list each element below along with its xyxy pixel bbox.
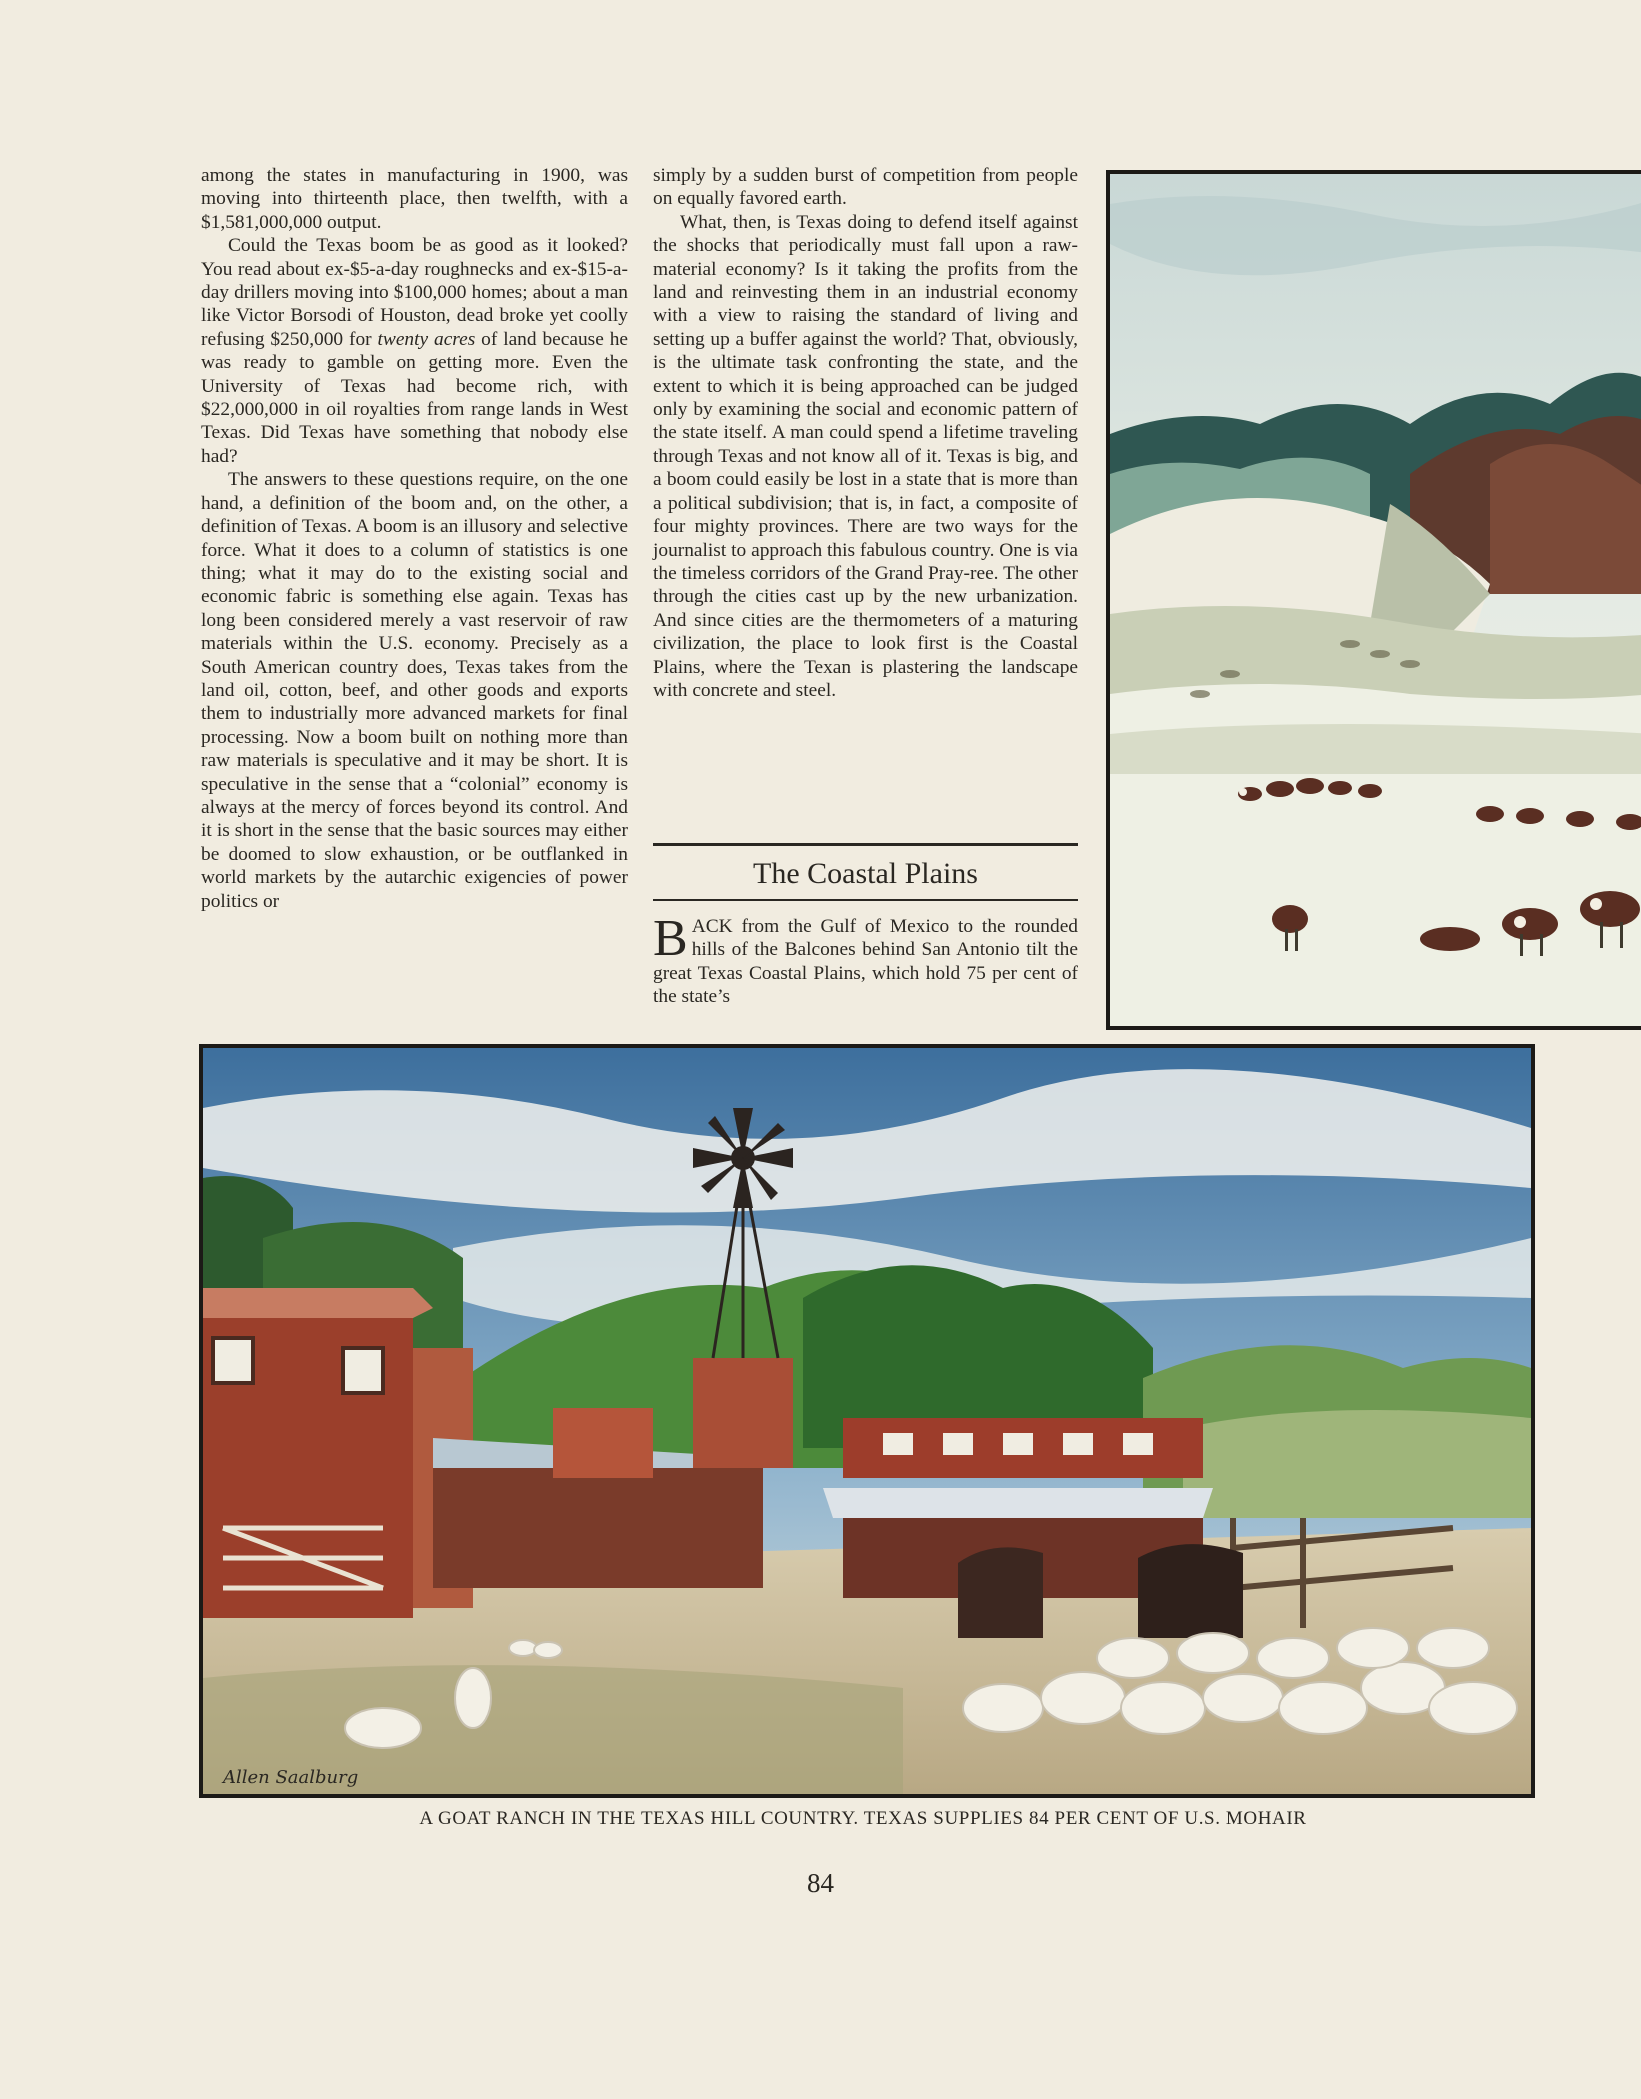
cattle-hills-illustration	[1110, 174, 1641, 1026]
figure-caption: A GOAT RANCH IN THE TEXAS HILL COUNTRY. TEXAS SUPPLIES 84 PER CENT OF U.S. MOHAIR	[419, 1808, 1307, 1829]
section-rule-bottom	[653, 899, 1078, 901]
section-text	[653, 910, 1078, 1009]
section-rule-top	[653, 843, 1078, 846]
painting-cattle-hills	[1106, 170, 1641, 1030]
drop-cap: B	[653, 910, 688, 967]
text-run: of land because he was ready to gamble on getting more. Even the University of Texas had become rich, with $22,000,000 in oil royalties from range lands in West Texas. Did Texas have something that nobody else had?	[201, 328, 628, 467]
paragraph: among the states in manufacturing in 1900, was moving into thirteenth place, then twelfth, with a $1,581,000,000 output.	[201, 165, 628, 233]
goat-ranch-illustration	[203, 1048, 1531, 1794]
paragraph: What, then, is Texas doing to defend itself against the shocks that periodically must fall upon a raw-material economy? Is it taking the profits from the land and reinvesting them in an industrial economy with a view to raising the standard of living and setting up a buffer against the world? That, obviously, is the ultimate task confronting the state, and the extent to which it is being approached can be judged only by examining the social and economic pattern of the state itself. A man could spend a lifetime traveling through Texas and not know all of it. Texas is big, and a boom could easily be lost in a state that is more than a political subdivision; that is, in fact, a composite of four mighty provinces. There are two ways for the journalist to approach this fabulous country. One is via the timeless corridors of the Grand Pray-ree. The other through the cities cast up by the new urbanization. And since cities are the thermometers of a maturing civilization, the place to look first is the Coastal Plains, where the Texan is plastering the landscape with concrete and steel.	[653, 211, 1078, 701]
text-run: Could the Texas boom be as good as it looked? You read about ex-$5-a-day roughnecks and ex-$15-a-day drillers moving into $100,000 homes; about a man like Victor Borsodi of Houston, dead broke yet coolly refusing $250,000 for	[201, 235, 628, 350]
paragraph: The answers to these questions require, on the one hand, a definition of the boom and, on the other, a definition of Texas. A boom is an illusory and selective force. What it does to a column of statistics is one thing; what it may do to the existing social and economic fabric is something else again. Texas has long been considered merely a vast reservoir of raw materials within the U.S. economy. Precisely as a South American country does, Texas takes from the land oil, cotton, beef, and other goods and exports them to industrially more advanced markets for final processing. Now a boom built on nothing more than raw materials is speculative and it may be short. It is speculative in the sense that a “colonial” economy is always at the mercy of forces beyond its control. And it is short in the sense that the basic sources may either be doomed to slow exhaustion, or be outflanked in world markets by the autarchic exigencies of power politics or	[201, 469, 628, 912]
text-column-left	[201, 164, 628, 913]
paragraph: simply by a sudden burst of competition from people on equally favored earth.	[653, 165, 1078, 210]
artist-signature: Allen Saalburg	[223, 1767, 359, 1788]
text-run: ACK from the Gulf of Mexico to the rounded hills of the Balcones behind San Antonio tilt the great Texas Coastal Plains, which hold 75 per cent of the state’s	[653, 916, 1078, 1008]
section-heading: The Coastal Plains	[753, 857, 978, 890]
painting-goat-ranch	[199, 1044, 1535, 1798]
text-column-middle	[653, 164, 1078, 702]
paragraph	[653, 910, 1078, 1009]
italic-text: twenty acres	[377, 328, 476, 350]
paragraph	[201, 234, 628, 468]
page-number: 84	[807, 1868, 834, 1898]
